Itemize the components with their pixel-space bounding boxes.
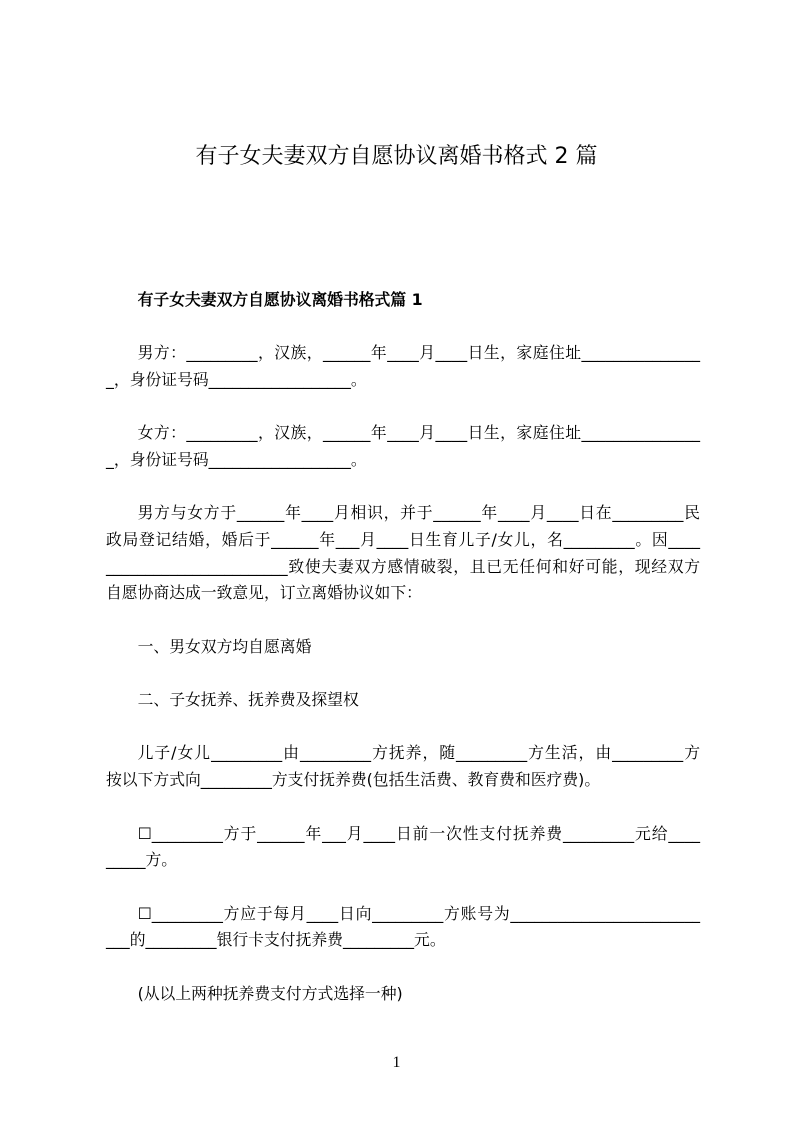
paragraph-line: 自愿协商达成一致意见，订立离婚协议如下： xyxy=(106,583,422,603)
paragraph-line: 女方：_________，汉族，______年____月____日生，家庭住址_______________ xyxy=(137,423,700,443)
paragraph-line: 儿子/女儿_________由_________方抚养，随_________方生活，由_________方 xyxy=(137,743,700,763)
paragraph-line: _____方。 xyxy=(106,850,178,870)
section-heading: 有子女夫妻双方自愿协议离婚书格式篇 1 xyxy=(137,289,423,309)
paragraph-line: _，身份证号码__________________。 xyxy=(106,449,367,469)
payment-option-note xyxy=(106,981,700,1008)
document-title: 有子女夫妻双方自愿协议离婚书格式 2 篇 xyxy=(195,144,598,169)
paragraph-line: 按以下方式向_________方支付抚养费(包括生活费、教育费和医疗费)。 xyxy=(106,770,601,790)
paragraph-child-custody xyxy=(106,740,700,793)
paragraph-line: _，身份证号码__________________。 xyxy=(106,369,367,389)
paragraph-male-party xyxy=(106,340,700,393)
option-lump-sum-payment xyxy=(106,821,700,874)
paragraph-marriage-history xyxy=(106,500,700,607)
clause-voluntary-divorce xyxy=(106,634,700,661)
document-body xyxy=(106,287,700,1035)
paragraph-line: ___的_________银行卡支付抚养费_________元。 xyxy=(106,930,446,950)
option-monthly-payment xyxy=(106,901,700,954)
paragraph-line: 男方：_________，汉族，______年____月____日生，家庭住址_______________ xyxy=(137,342,700,362)
paragraph-line: (从以上两种抚养费支付方式选择一种) xyxy=(137,983,403,1003)
clause-child-custody-heading xyxy=(106,687,700,714)
paragraph-line: ☐_________方于______年___月____日前一次性支付抚养费_________元给____ xyxy=(137,823,700,843)
paragraph-line: _______________________致使夫妻双方感情破裂，且已无任何和好可能，现经双方 xyxy=(106,556,700,576)
paragraph-female-party xyxy=(106,420,700,473)
paragraph-line: ☐_________方应于每月____日向_________方账号为________________________ xyxy=(137,903,700,923)
paragraph-line: 男方与女方于______年____月相识，并于______年____月____日在_________民 xyxy=(137,503,700,523)
page-number: 1 xyxy=(392,1054,401,1071)
paragraph-line: 政局登记结婚，婚后于______年___月____日生育儿子/女儿，名_________。因____ xyxy=(106,529,700,549)
paragraph-line: 二、子女抚养、抚养费及探望权 xyxy=(137,690,359,710)
paragraph-line: 一、男女双方均自愿离婚 xyxy=(137,636,312,656)
